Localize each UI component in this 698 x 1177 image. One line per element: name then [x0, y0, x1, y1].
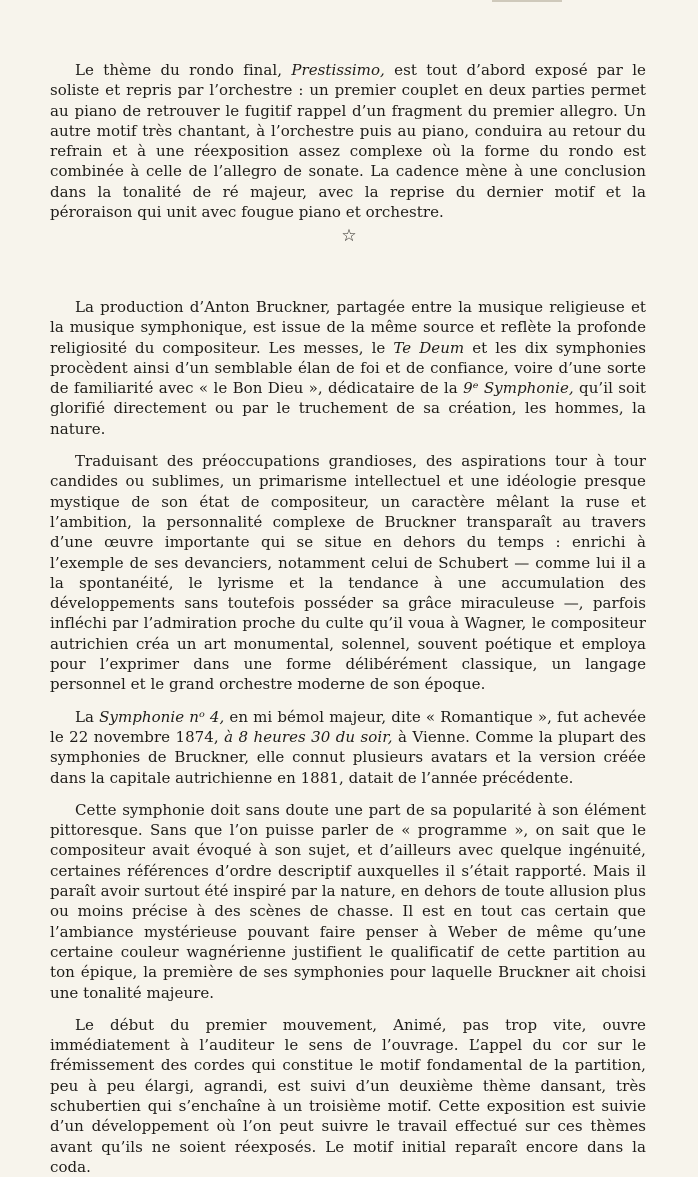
- emphasis-9e-symphonie: 9ᵉ Symphonie,: [463, 379, 574, 398]
- rondo-section: [50, 60, 646, 222]
- bruckner-section: [50, 297, 646, 1177]
- paragraph-bruckner-personality: Traduisant des préoccupations grandioses, des aspirations tour à tour candides ou sublimes, un primarisme intellectuel et une idéologie presque mystique de son état de compositeur, un caractère mêlant la ruse et l’ambition, la personnalité complexe de Bruckner transparaît au travers d’une œuvre importante qui se situe en dehors du temps : enrichi à l’exemple de ses devanciers, notamment celui de Schubert — comme lui il a la spontanéité, le lyrisme et la tendance à une accumulation des développements sans toutefois posséder sa grâce miraculeuse —, parfois infléchi par l’admiration proche du culte qu’il voua à Wagner, le compositeur autrichien créa un art monumental, solennel, souvent poétique et employa pour l’exprimer dans une forme délibérément classique, un langage personnel et le grand orchestre moderne de son époque.: [50, 452, 646, 694]
- emphasis-te-deum: Te Deum: [393, 338, 465, 357]
- paragraph-first-movement: Le début du premier mouvement, Animé, pas trop vite, ouvre immédiatement à l’auditeur le sens de l’ouvrage. L’appel du cor sur le frémissement des cordes qui constitue le motif fondamental de la partition, peu à peu élargi, agrandi, est suivi d’un deuxième thème dansant, très schubertien qui s’enchaîne à un troisième motif. Cette exposition est suivie d’un développement où l’on peut suivre le travail effectué sur ces thèmes avant qu’ils ne soient réexposés. Le motif initial reparaît encore dans la coda.: [50, 1015, 646, 1176]
- paragraph-popularity: Cette symphonie doit sans doute une part de sa popularité à son élément pittoresque. Sans que l’on puisse parler de « programme », on sait que le compositeur avait évoqué à son sujet, et d’ailleurs avec quelque ingénuité, certaines références d’ordre descriptif auxquelles il s’était rapporté. Mais il paraît avoir surtout été inspiré par la nature, en dehors de toute allusion plus ou moins précise à des scènes de chasse. Il est en tout cas certain que l’ambiance mystérieuse pouvant faire penser à Weber de même qu’une certaine couleur wagnérienne justifient le qualificatif de cette partition au ton épique, la première de ses symphonies pour laquelle Bruckner ait choisi une tonalité majeure.: [50, 800, 646, 1002]
- paragraph-rondo: Le thème du rondo final, Prestissimo, est tout d’abord exposé par le soliste et repris par l’orchestre : un premier couplet en deux parties permet au piano de retrouver le fugitif rappel d’un fragment du premier allegro. Un autre motif très chantant, à l’orchestre puis au piano, conduira au retour du refrain et à une réexposition assez complexe où la forme du rondo est combinée à celle de l’allegro de sonate. La cadence mène à une conclusion dans la tonalité de ré majeur, avec la reprise du dernier motif et la péroraison qui unit avec fougue piano et orchestre.: [50, 61, 646, 222]
- section-separator-star-icon: ☆: [341, 226, 357, 246]
- paragraph-symphonie-4: La Symphonie nᵒ 4, en mi bémol majeur, dite « Romantique », fut achevée le 22 novembre 1874, à 8 heures 30 du soir, à Vienne. Comme la plupart des symphonies de Bruckner, elle connut plusieurs avatars et la version créée dans la capitale autrichienne en 1881, datait de l’année précédente.: [50, 707, 646, 787]
- emphasis-symphonie-4: Symphonie nᵒ 4,: [99, 707, 225, 726]
- emphasis-prestissimo: Prestissimo,: [291, 61, 385, 79]
- top-edge-mark: [492, 0, 562, 2]
- emphasis-heure: à 8 heures 30 du soir,: [224, 727, 393, 746]
- paragraph-bruckner-intro: La production d’Anton Bruckner, partagée entre la musique religieuse et la musique symphonique, est issue de la même source et reflète la profonde religiosité du compositeur. Les messes, le Te Deum et les dix symphonies procèdent ainsi d’un semblable élan de foi et de confiance, voire d’une sorte de familiarité avec « le Bon Dieu », dédicataire de la 9ᵉ Symphonie, qu’il soit glorifié directement ou par le truchement de sa création, les hommes, la nature.: [50, 298, 647, 438]
